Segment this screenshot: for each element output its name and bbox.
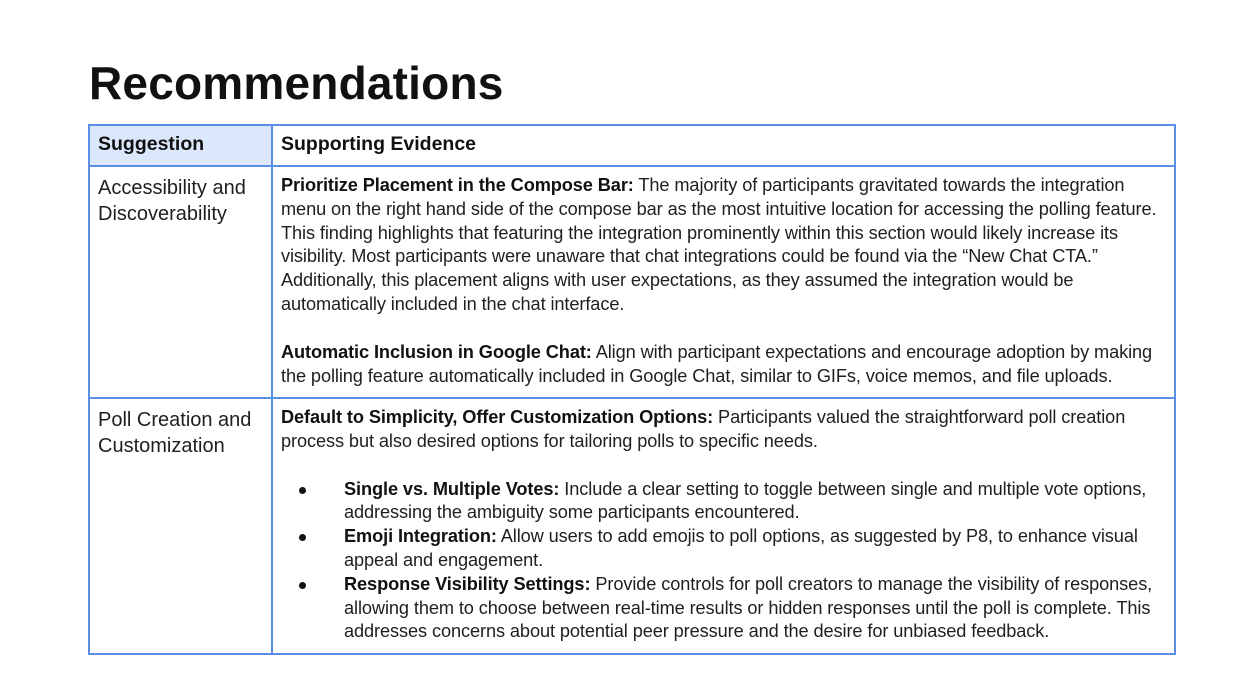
bullet-lead: Single vs. Multiple Votes: — [344, 478, 560, 499]
evidence-cell — [272, 398, 1175, 654]
bullet-icon — [299, 487, 306, 494]
suggestion-cell: Poll Creation and Customization — [89, 398, 272, 654]
paragraph-text: Align with participant expectations and encourage adoption by making the polling feature automatically included in Google Chat, similar to GIFs, voice memos, and file uploads. — [281, 341, 1153, 386]
list-item — [281, 478, 1166, 526]
bullet-text: Provide controls for poll creators to manage the visibility of responses, allowing them to choose between real-time results or hidden responses until the poll is complete. This addresses concerns about potential peer pressure and the desire for unbiased feedback. — [344, 573, 1153, 642]
bullet-icon — [299, 534, 306, 541]
list-item — [281, 573, 1166, 644]
bullet-list — [281, 478, 1166, 645]
bullet-text: Include a clear setting to toggle between single and multiple vote options, addressing the ambiguity some participants encountered. — [344, 478, 1147, 523]
table-header-row — [89, 125, 1175, 166]
header-suggestion: Suggestion — [89, 125, 272, 166]
bullet-icon — [299, 582, 306, 589]
evidence-paragraph — [281, 341, 1166, 389]
paragraph-lead: Automatic Inclusion in Google Chat: — [281, 341, 592, 362]
evidence-paragraph — [281, 174, 1166, 317]
paragraph-lead: Prioritize Placement in the Compose Bar: — [281, 175, 634, 195]
list-item — [281, 525, 1166, 573]
table-row — [89, 398, 1175, 654]
paragraph-text: Participants valued the straightforward poll creation process but also desired options for tailoring polls to specific needs. — [281, 407, 1126, 451]
table-row — [89, 166, 1175, 398]
recommendations-table — [88, 124, 1176, 655]
bullet-lead: Emoji Integration: — [344, 526, 497, 547]
header-supporting-evidence: Supporting Evidence — [272, 125, 1175, 166]
bullet-lead: Response Visibility Settings: — [344, 573, 591, 594]
evidence-cell — [272, 166, 1175, 398]
page-title: Recommendations — [89, 57, 504, 109]
suggestion-cell: Accessibility and Discoverability — [89, 166, 272, 398]
bullet-text: Allow users to add emojis to poll options, as suggested by P8, to enhance visual appeal and engagement. — [344, 526, 1138, 570]
paragraph-lead: Default to Simplicity, Offer Customization Options: — [281, 407, 714, 427]
paragraph-text: The majority of participants gravitated towards the integration menu on the right hand side of the compose bar as the most intuitive location for accessing the polling feature. This finding highlights that featuring the integration prominently within this section would likely increase its visibility. Most participants were unaware that chat integrations could be found via the “New Chat CTA.” Additionally, this placement aligns with user expectations, as they assumed the integration would be automatically included in the chat interface. — [281, 175, 1157, 314]
evidence-paragraph — [281, 406, 1166, 454]
